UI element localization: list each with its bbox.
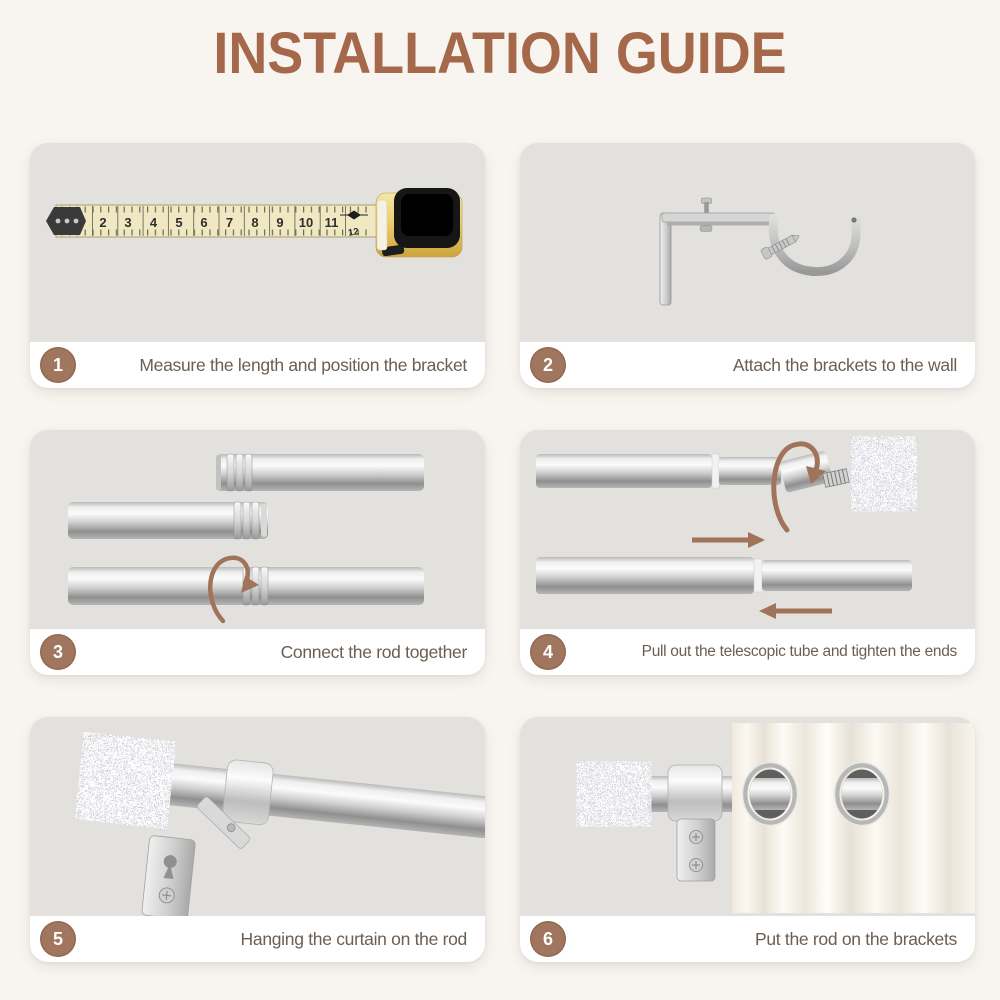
grommet-2 — [834, 763, 890, 826]
step-5-illustration — [30, 717, 485, 916]
steps-grid — [30, 143, 975, 962]
rod-section-lower — [68, 502, 268, 539]
tape-number: 4 — [149, 215, 158, 230]
step-caption: Connect the rod together — [280, 641, 467, 662]
step-caption: Attach the brackets to the wall — [732, 354, 957, 375]
step-number-badge: 4 — [530, 634, 566, 670]
rod-bracket-assembly — [70, 736, 485, 916]
step-panel-3 — [30, 430, 485, 675]
step-6-illustration — [520, 717, 975, 916]
rod-section-upper — [216, 454, 424, 491]
step-number-badge: 6 — [530, 921, 566, 957]
crystal-finial-cylinder — [80, 736, 172, 824]
rod-on-brackets-with-curtain-illustration — [520, 717, 975, 916]
step-caption: Pull out the telescopic tube and tighten the ends — [641, 643, 957, 660]
step-number-badge: 3 — [40, 634, 76, 670]
telescopic-rod — [536, 532, 912, 619]
step-3-caption-bar — [30, 629, 485, 675]
step-panel-1 — [30, 143, 485, 388]
bracket-collar — [222, 759, 274, 825]
step-1-illustration — [30, 143, 485, 342]
tape-case — [376, 188, 462, 257]
bracket-with-plate — [668, 765, 722, 881]
pull-arrow-left — [759, 603, 832, 619]
tape-number: 3 — [124, 215, 132, 230]
pull-arrow-right — [692, 532, 765, 548]
page-title: INSTALLATION GUIDE — [213, 21, 787, 86]
step-number-badge: 2 — [530, 347, 566, 383]
rod-on-bracket-illustration — [30, 717, 485, 916]
tape-blade — [56, 205, 378, 239]
step-caption: Measure the length and position the bracket — [139, 354, 467, 375]
wall-bracket — [660, 198, 857, 305]
crystal-finial-cube — [854, 440, 914, 508]
step-1-caption-bar — [30, 342, 485, 388]
step-caption: Hanging the curtain on the rod — [240, 928, 467, 949]
tape-number: 7 — [225, 215, 234, 230]
step-5-caption-bar — [30, 916, 485, 962]
rod-connection-illustration — [30, 430, 485, 629]
step-panel-2 — [520, 143, 975, 388]
step-panel-4 — [520, 430, 975, 675]
crystal-finial-cube — [580, 764, 648, 824]
step-6-caption-bar — [520, 916, 975, 962]
step-panel-6 — [520, 717, 975, 962]
step-number-badge: 1 — [40, 347, 76, 383]
tape-number: 8 — [251, 215, 259, 230]
tape-number: 11 — [324, 215, 339, 230]
step-2-illustration — [520, 143, 975, 342]
step-4-caption-bar — [520, 629, 975, 675]
tape-number: 10 — [298, 215, 314, 230]
tape-end-hook — [46, 207, 86, 235]
step-caption: Put the rod on the brackets — [754, 928, 957, 949]
tape-number: 5 — [175, 215, 183, 230]
telescopic-tube-illustration — [520, 430, 975, 629]
wall-bracket-illustration — [520, 143, 975, 342]
tape-number: 6 — [200, 215, 208, 230]
grommet-1 — [742, 763, 798, 826]
step-panel-5 — [30, 717, 485, 962]
tape-number: 9 — [276, 215, 284, 230]
step-number-badge: 5 — [40, 921, 76, 957]
step-4-illustration — [520, 430, 975, 629]
step-3-illustration — [30, 430, 485, 629]
tape-number: 12 — [347, 226, 360, 239]
tape-number: 2 — [99, 215, 107, 230]
rod-with-finial — [536, 440, 914, 530]
step-2-caption-bar — [520, 342, 975, 388]
bracket-plate — [142, 835, 196, 916]
tape-measure-illustration — [30, 143, 485, 342]
